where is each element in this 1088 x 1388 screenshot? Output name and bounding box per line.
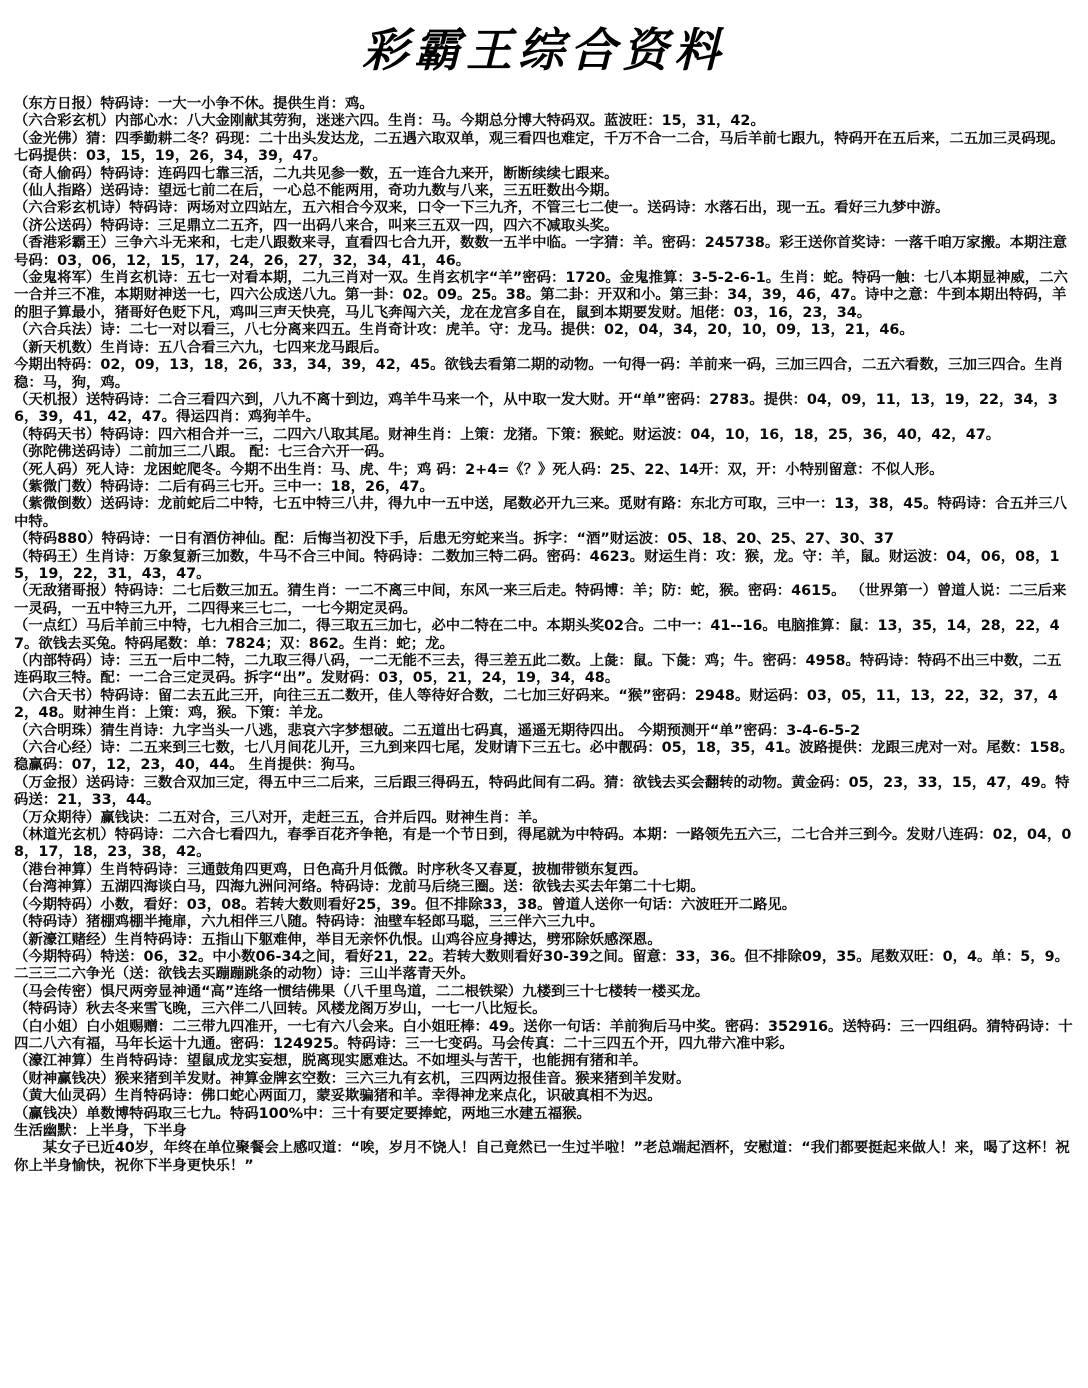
tip-paragraph: （六合明珠）猜生肖诗：九字当头一八逃，悲哀六字梦想破。二五道出七码真，遥遥无期待四出。 今期预测开“单”密码：3-4-6-5-2 — [14, 722, 861, 739]
tip-paragraph: （特码王）生肖诗：万象复新三加数，牛马不合三中间。特码诗：二数加三特二码。密码：4623。财运生肖：攻：猴，龙。守：羊，鼠。财运波：04，06，08，15，19，22，31，43，47。 — [14, 548, 1060, 582]
tip-paragraph: （港台神算）生肖特码诗：三通鼓角四更鸡，日色高升月低微。时序秋冬又春夏，披枷带锁东复西。 — [14, 861, 648, 878]
tip-paragraph: （香港彩霸王）三争六斗无来和，七走八跟数来寻，直看四七合九开，数数一五半中临。一字猜：羊。密码：245738。彩王送你首奖诗：一落千咱万家搬。本期注意号码：03，06，12，15，17，24，26，27，32，34，41，46。 — [14, 235, 1068, 269]
tip-paragraph: （一点红）马后羊前三中特，七九相合三加二，得三取五三加七，必中二特在二中。本期头奖02合。二中一：41--16。电脑推算：鼠：13，35，14，28，22，47。欲钱去买兔。特码尾数：单：7824；双：862。生肖：蛇；龙。 — [14, 618, 1060, 652]
tip-paragraph: （林道光玄机）特码诗：二六合七看四九，春季百花齐争艳，有是一个节日到，得尾就为中特码。本期：一路领先五六三，二七合并三到今。发财八连码：02，04，08，17，18，23，38，42。 — [14, 827, 1072, 861]
tip-paragraph: （紫微倒数）送码诗：龙前蛇后二中特，七五中特三八井，得九中一五中送，尾数必开九三来。觅财有路：东北方可取，三中一：13，38，45。特码诗：合五并三八中特。 — [14, 496, 1068, 530]
tip-paragraph: （济公送码）特码诗：三足鼎立二五齐，四一出码八来合，叫来三五双一四，四六不减取头奖。 — [14, 217, 619, 234]
tip-paragraph: （六合心经）诗：二五来到三七数，七八月间花儿开，三九到来四七尾，发财请下三五七。必中靓码：05，18，35，41。波路提供：龙跟三虎对一对。尾数：158。稳赢码：07，12，23，40，44。 生肖提供：狗马。 — [14, 740, 1074, 774]
tip-paragraph: （黄大仙灵码）生肖特码诗：佛口蛇心两面刀，蒙妥欺骗猪和羊。幸得神龙来点化，识破真相不为迟。 — [14, 1088, 662, 1105]
tip-paragraph: （特码880）特码诗：一日有酒仿神仙。配：后悔当初没下手，后患无穷蛇来当。拆字：“酒”财运波：05、18、20、25、27、30、37 — [14, 531, 894, 548]
tip-paragraph: （六合天书）特码诗：留二去五此三开，向往三五二数开，佳人等待好合数，二七加三好码来。“猴”密码：2948。财运码：03，05，11，13，22，32，37，42，48。财神生肖：上策：鸡，猴。下策：羊龙。 — [14, 687, 1058, 722]
tip-paragraph: 今期出特码：02，09，13，18，26，33，34，39，42，45。欲钱去看第二期的动物。一句得一码：羊前来一码，三加三四合，二五六看数，三加三四合。生肖稳：马，狗，鸡。 — [14, 357, 1064, 391]
tip-paragraph: （六合彩玄机诗）特码诗：两场对立四站左，五六相合今双来，口令一下三九齐，不管三七二使一。送码诗：水落石出，现一五。看好三九梦中游。 — [14, 200, 950, 217]
tip-paragraph: （白小姐）白小姐赐赠：二三带九四准开，一七有六八会来。白小姐旺棒：49。送你一句话：羊前狗后马中奖。密码：352916。送特码：三一四组码。猜特码诗：十四二八六有福，马年长运十九通。密码：124925。特码诗：三一七变码。马会传真：二十三四五个开，四九带六准中彩。 — [14, 1018, 1073, 1052]
tip-paragraph: （新濠江赌经）生肖特码诗：五指山下躯难伸，举目无亲怀仇恨。山鸡谷应身搏达，劈邪除妖感深恩。 — [14, 931, 662, 948]
tip-paragraph: 生活幽默：上半身，下半身 — [14, 1122, 187, 1139]
tip-paragraph: （内部特码）诗：三五一后中二特，二九取三得八码，一二无能不三去，得三差五此二数。上彘：鼠。下彘：鸡；牛。密码：4958。特码诗：特码不出三中数，二五连码取三特。配：一二合三定灵码。拆字“出”。发财码：03，05，21，24，19，34，48。 — [14, 653, 1062, 687]
tip-paragraph: （六合兵法）诗：二七一对以看三，八七分离来四五。生肖奇计攻：虎羊。守：龙马。提供：02，04，34，20，10，09，13，21，46。 — [14, 322, 914, 339]
tip-paragraph: （东方日报）特码诗：一大一小争不休。提供生肖：鸡。 — [14, 96, 374, 112]
tip-paragraph: （特码天书）特码诗：四六相合并一三，二四六八取其尾。财神生肖：上策：龙猪。下策：猴蛇。财运波：04，10，16，18，25，36，40，42，47。 — [14, 426, 1001, 443]
page-title: 彩霸王综合资料 — [362, 23, 726, 77]
tip-paragraph: （台湾神算）五湖四海谈白马，四海九洲问河络。特码诗：龙前马后绕三圈。送：欲钱去买去年第二十七期。 — [14, 879, 705, 896]
tip-paragraph: （今期特码）小数，看好：03，08。若转大数则看好25，39。但不排除33，38。曾道人送你一句话：六波旺开二路见。 — [14, 896, 797, 913]
tip-paragraph: （弥陀佛送码诗）二前加三二八跟。 配：七三合六开一码。 — [14, 444, 394, 461]
tip-paragraph: （紫微门数）特码诗：二后有码三七开。三中一：18，26，47。 — [14, 478, 434, 495]
tip-paragraph: （金光佛）猜：四季勤耕二冬？码现：二十出头发达龙，二五遇六取双单，观三看四也难定，千万不合一二合，马后羊前七跟九，特码开在五后来，二五加三灵码现。七码提供：03，15，19，26，34，39，47。 — [14, 130, 1065, 165]
tip-paragraph: （特码诗）秋去冬来雪飞晚，三六伴二八回转。风楼龙阁万岁山，一七一八比短长。 — [14, 1001, 547, 1018]
tip-paragraph: 某女子已近40岁，年终在单位聚餐会上感叹道：“唉，岁月不饶人！自己竟然已一生过半啦！”老总端起酒杯，安慰道：“我们都要挺起来做人！来，喝了这杯！祝你上半身愉快，祝你下半身更快乐！” — [14, 1140, 1070, 1174]
tip-paragraph: （万众期待）赢钱诀：二五对合，三八对开，走赶三五，合并后四。财神生肖：羊。 — [14, 809, 547, 826]
tip-paragraph: （赢钱决）单数博特码取三七九。特码100%中：三十有要定要捧蛇，两地三水建五福猴。 — [14, 1105, 591, 1122]
tip-paragraph: （奇人偷码）特码诗：连码四七靠三活，二九共见参一数，五一连合九来开，断断续续七跟来。 — [14, 165, 619, 182]
tip-paragraph: （万金报）送码诗：三数合双加三定，得五中三二后来，三后跟三得码五，特码此间有二码。猜：欲钱去买会翻转的动物。黄金码：05，23，33，15，47，49。特码送：21，33，44。 — [14, 774, 1070, 809]
tip-paragraph: （马会传密）惧尺两旁显神通“高”连络一惯结佛果（八千里鸟道，二二根铁梁）九楼到三十七楼转一楼买龙。 — [14, 983, 710, 1000]
tip-paragraph: （金鬼将军）生肖玄机诗：五七一对看本期，二九三肖对一双。生肖玄机字“羊”密码：1720。金鬼推算：3-5-2-6-1。生肖：蛇。特码一触：七八本期显神威，二六一合并三不准，本期财神送一七，四六公成送八九。第一卦：02。09。25。38。第二卦：开双和小。第三卦：34，39，46，47。诗中之意：牛到本期出特码，羊的胆子算最小，猪哥好色贬下凡，鸡叫三声天快亮，马儿飞奔闯六关，龙在龙宫多自在，鼠到本期要发财。旭佬：03，16，23，34。 — [14, 270, 1068, 321]
tip-paragraph: （天机报）送特码诗：二合三看四六到，八九不离十到边，鸡羊牛马来一个，从中取一发大财。开“单”密码：2783。提供：04，09，11，13，19，22，34，36，39，41，42，47。得运四肖：鸡狗羊牛。 — [14, 391, 1058, 426]
tip-paragraph: （无敌猪哥报）特码诗：二七后数三加五。猜生肖：一二不离三中间，东风一来三后走。特码博：羊；防：蛇，猴。密码：4615。 （世界第一）曾道人说：二三后来一灵码，一五中特三九开，二四得来三七二，一七今期定灵码。 — [14, 583, 1067, 617]
document-body — [14, 96, 1074, 1175]
tip-paragraph: （新天机数）生肖诗：五八合看三六九，七四来龙马跟后。 — [14, 339, 389, 356]
tip-paragraph: （财神赢钱决）猴来猪到羊发财。神算金牌玄空数：三六三九有玄机，三四两边报佳音。猴来猪到羊发财。 — [14, 1070, 691, 1087]
tip-paragraph: （特码诗）猪棚鸡棚半掩扉，六九相伴三八随。特码诗：油壁车轻郎马聪，三三伴六三九中。 — [14, 914, 605, 931]
tip-paragraph: （死人码）死人诗：龙困蛇爬冬。今期不出生肖：马、虎、牛；鸡 码：2+4=《？》死人码：25、22、14开：双，开：小特别留意：不似人形。 — [14, 461, 944, 478]
tip-paragraph: （六合彩玄机）内部心水：八大金刚献其劳狗，迷迷六四。生肖：马。今期总分博大特码双。蓝波旺：15，31，42。 — [14, 113, 765, 130]
tip-paragraph: （濠江神算）生肖特码诗：望鼠成龙实妄想，脱离现实愿难达。不如埋头与苦干，也能拥有猪和羊。 — [14, 1053, 648, 1070]
tip-paragraph: （仙人指路）送码诗：望远七前二在后，一心总不能两用，奇功九数与八来，三五旺数出今期。 — [14, 183, 619, 200]
tip-paragraph: （今期特码）特送：06，32。中小数06-34之间，看好21，22。若转大数则看好30-39之间。留意：33，36。但不排除09，35。尾数双旺：0，4。单：5，9。二三三二六争光（送：欲钱去买蹦蹦跳条的动物）诗：三山半落青天外。 — [14, 948, 1070, 983]
